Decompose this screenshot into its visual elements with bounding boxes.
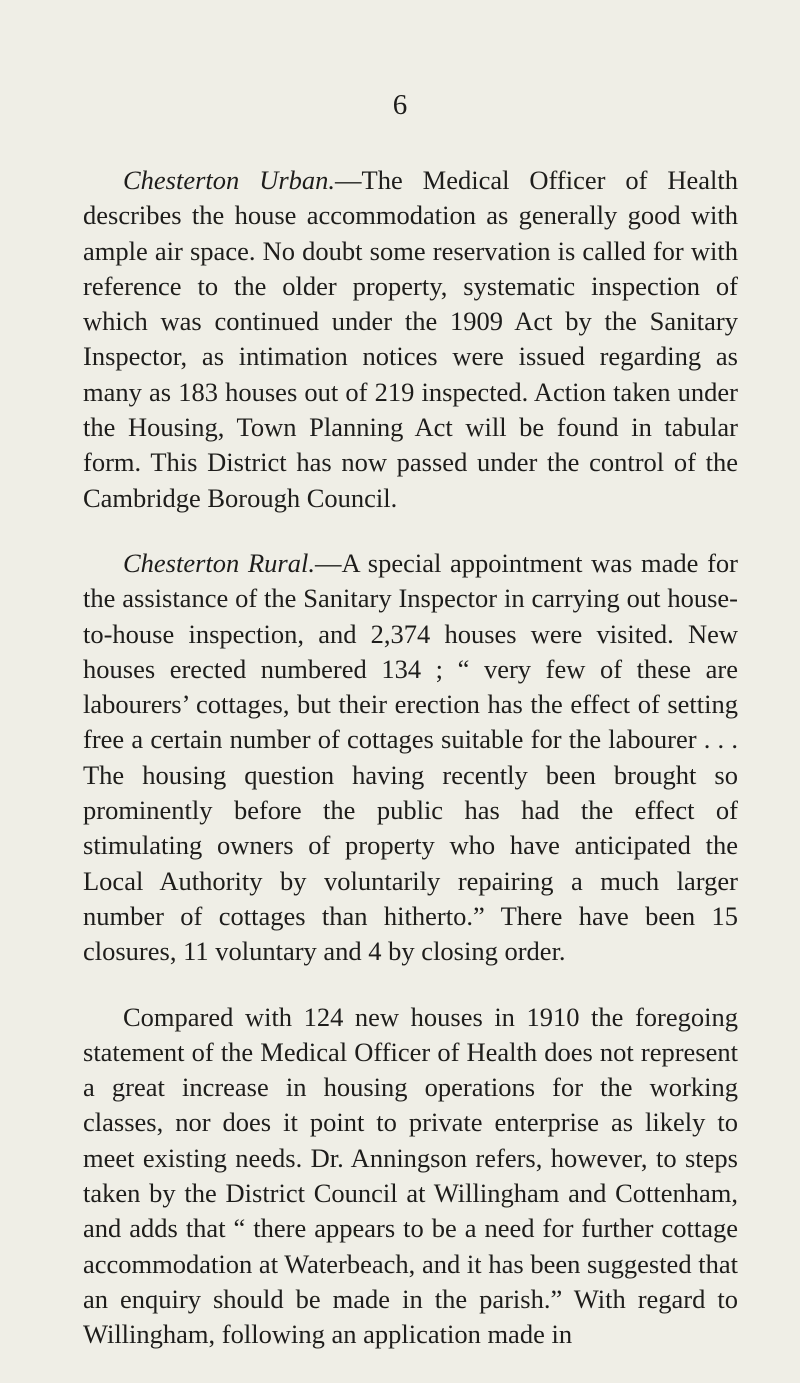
paragraph-heading: Chesterton Urban. xyxy=(123,165,336,195)
body-text xyxy=(83,163,738,1383)
paragraph-text: —The Medical Officer of Health describes the house accommodation as generally good with ample air space. No doubt some reservation is called for with reference to the older property, systematic inspection of which was continued under the 1909 Act by the Sanitary Inspector, as intimation notices were issued regarding as many as 183 houses out of 219 inspected. Action taken under the Housing, Town Planning Act will be found in tabular form. This District has now passed under the control of the Cambridge Borough Council. xyxy=(83,165,738,513)
paragraph-text: Compared with 124 new houses in 1910 the foregoing statement of the Medical Officer of Health does not represent a great increase in housing operations for the working classes, nor does it point to private enterprise as likely to meet existing needs. Dr. Anningson refers, however, to steps taken by the District Council at Willingham and Cottenham, and adds that “ there appears to be a need for further cottage accommodation at Waterbeach, and it has been suggested that an enquiry should be made in the parish.” With regard to Willingham, following an application made in xyxy=(83,1001,738,1350)
paragraph-comparison xyxy=(83,1000,738,1353)
paragraph-text: —A special appointment was made for the assistance of the Sanitary Inspector in carrying out house-to-house inspection, and 2,374 houses were visited. New houses erected numbered 134 ; “ very few of these are labourers’ cottages, but their erection has the effect of setting free a certain number of cottages suitable for the labourer . . . The housing question having recently been brought so prominently before the public has had the effect of stimulating owners of property who have anticipated the Local Authority by voluntarily repairing a much larger number of cottages than hitherto.” There have been 15 closures, 11 voluntary and 4 by closing order. xyxy=(83,547,738,967)
paragraph-chesterton-urban xyxy=(83,163,738,516)
paragraph-heading: Chesterton Rural. xyxy=(123,547,315,578)
paragraph-chesterton-rural xyxy=(83,546,738,970)
page-number: 6 xyxy=(392,89,408,121)
